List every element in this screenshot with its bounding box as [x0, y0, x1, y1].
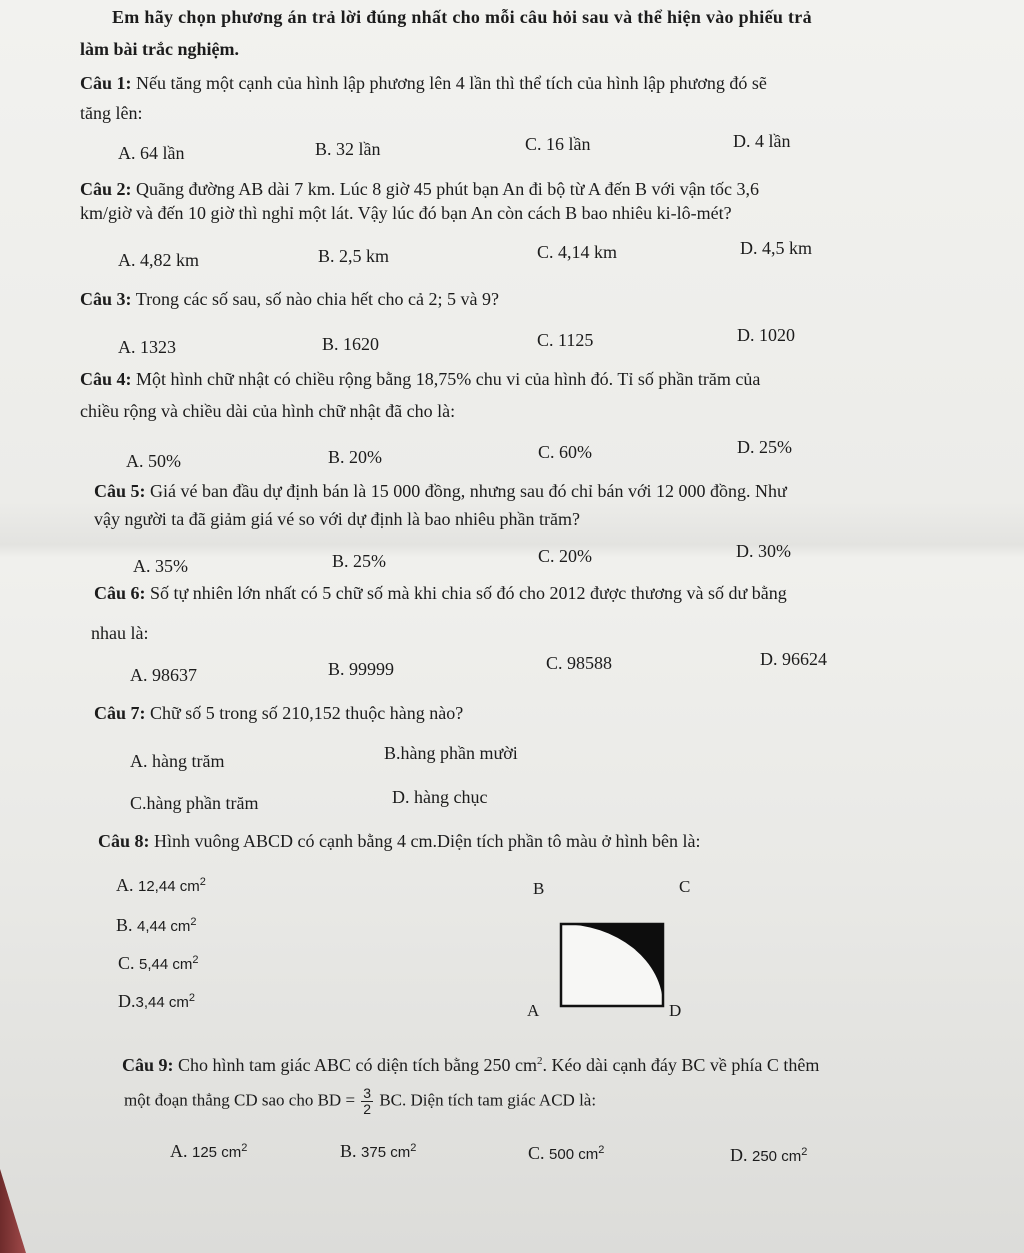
fraction — [361, 1086, 373, 1117]
square-figure — [525, 870, 705, 1030]
question-text: Giá vé ban đầu dự định bán là 15 000 đồng, nhưng sau đó chỉ bán với 12 000 đồng. Như — [150, 481, 787, 501]
option-value: 250 — [752, 1148, 778, 1165]
option-value: 4,44 — [137, 918, 167, 935]
option-unit: cm — [578, 1146, 599, 1163]
q7-option-b[interactable]: B.hàng phần mười — [384, 743, 518, 763]
question-9-line-2 — [124, 1086, 596, 1117]
q1-option-a[interactable]: A. 64 lần — [118, 143, 185, 163]
question-1-line-2: tăng lên: — [80, 103, 143, 123]
option-value: 125 — [192, 1144, 218, 1161]
question-label: Câu 4: — [80, 369, 132, 389]
option-letter: A. — [116, 875, 134, 895]
unit-exponent: 2 — [241, 1142, 248, 1154]
option-unit: cm — [221, 1144, 242, 1161]
option-letter: A. — [170, 1141, 188, 1161]
question-text: một đoạn thẳng CD sao cho BD = — [124, 1090, 356, 1110]
question-9 — [122, 1052, 819, 1078]
q1-option-c[interactable]: C. 16 lần — [525, 134, 591, 154]
unit-exponent: 2 — [410, 1142, 417, 1154]
q6-option-a[interactable]: A. 98637 — [130, 665, 197, 685]
fraction-numerator: 3 — [363, 1085, 372, 1101]
q3-option-a[interactable]: A. 1323 — [118, 337, 176, 357]
question-text: Cho hình tam giác ABC có diện tích bằng 250 cm — [178, 1055, 537, 1075]
q3-option-d[interactable]: D. 1020 — [737, 325, 795, 345]
background-corner — [0, 1133, 26, 1253]
option-letter: D. — [118, 991, 136, 1011]
q2-option-c[interactable]: C. 4,14 km — [537, 242, 618, 262]
unit-exponent: 2 — [801, 1146, 808, 1158]
q4-option-a[interactable]: A. 50% — [126, 451, 181, 471]
q5-option-d[interactable]: D. 30% — [736, 541, 791, 561]
option-value: 500 — [549, 1146, 575, 1163]
q6-option-d[interactable]: D. 96624 — [760, 649, 827, 669]
label-d: D — [669, 1001, 682, 1020]
q8-option-a[interactable] — [116, 874, 206, 898]
question-text: Hình vuông ABCD có cạnh bằng 4 cm.Diện tích phần tô màu ở hình bên là: — [154, 831, 701, 851]
question-label: Câu 3: — [80, 289, 132, 309]
q9-option-b[interactable] — [340, 1140, 416, 1164]
q2-option-d[interactable]: D. 4,5 km — [740, 238, 812, 258]
q6-option-b[interactable]: B. 99999 — [328, 659, 395, 679]
unit-exponent: 2 — [188, 992, 195, 1004]
q2-option-b[interactable]: B. 2,5 km — [318, 246, 390, 266]
question-text: Một hình chữ nhật có chiều rộng bằng 18,75% chu vi của hình đó. Tỉ số phần trăm của — [136, 369, 761, 389]
question-4-line-2: chiều rộng và chiều dài của hình chữ nhật đã cho là: — [80, 401, 456, 421]
q1-option-d[interactable]: D. 4 lần — [733, 131, 791, 151]
question-text: Quãng đường AB dài 7 km. Lúc 8 giờ 45 phút bạn An đi bộ từ A đến B với vận tốc 3,6 — [136, 179, 760, 199]
question-text-cont: . Kéo dài cạnh đáy BC về phía C thêm — [542, 1055, 820, 1075]
question-1 — [80, 70, 767, 96]
q7-option-c[interactable]: C.hàng phần trăm — [130, 793, 259, 813]
question-text: Trong các số sau, số nào chia hết cho cả 2; 5 và 9? — [135, 289, 499, 309]
option-value: 3,44 — [135, 994, 165, 1011]
question-label: Câu 8: — [98, 831, 150, 851]
unit-exponent: 2 — [199, 876, 206, 888]
q2-option-a[interactable]: A. 4,82 km — [118, 250, 199, 270]
label-c: C — [679, 877, 691, 896]
q5-option-b[interactable]: B. 25% — [332, 551, 386, 571]
question-label: Câu 2: — [80, 179, 132, 199]
q8-option-b[interactable] — [116, 914, 197, 938]
unit-exponent: 2 — [536, 1055, 543, 1067]
question-6 — [94, 580, 787, 606]
label-b: B — [533, 879, 545, 898]
q5-option-a[interactable]: A. 35% — [133, 556, 188, 576]
option-unit: cm — [390, 1144, 411, 1161]
q4-option-d[interactable]: D. 25% — [737, 437, 792, 457]
option-value: 12,44 — [138, 878, 176, 895]
q4-option-b[interactable]: B. 20% — [328, 447, 382, 467]
option-letter: B. — [116, 915, 133, 935]
q6-option-c[interactable]: C. 98588 — [546, 653, 613, 673]
option-unit: cm — [781, 1148, 802, 1165]
unit-exponent: 2 — [192, 954, 199, 966]
label-a: A — [527, 1001, 540, 1020]
question-4 — [80, 366, 760, 392]
option-unit: cm — [170, 918, 191, 935]
q1-option-b[interactable]: B. 32 lần — [315, 139, 381, 159]
question-2-line-2: km/giờ và đến 10 giờ thì nghỉ một lát. Vậy lúc đó bạn An còn cách B bao nhiêu ki-lô-mét? — [80, 203, 732, 223]
fraction-denominator: 2 — [363, 1101, 372, 1117]
q9-option-c[interactable] — [528, 1142, 604, 1166]
q7-option-a[interactable]: A. hàng trăm — [130, 751, 225, 771]
unit-exponent: 2 — [598, 1144, 605, 1156]
unit-exponent: 2 — [190, 916, 197, 928]
q9-option-a[interactable] — [170, 1140, 247, 1164]
question-7 — [94, 700, 463, 726]
question-text: Chữ số 5 trong số 210,152 thuộc hàng nào? — [150, 703, 464, 723]
question-5 — [94, 478, 787, 504]
question-label: Câu 5: — [94, 481, 146, 501]
question-6-line-2: nhau là: — [91, 623, 149, 643]
q3-option-c[interactable]: C. 1125 — [537, 330, 594, 350]
question-text-cont: BC. Diện tích tam giác ACD là: — [379, 1090, 597, 1110]
option-value: 5,44 — [139, 956, 169, 973]
question-3 — [80, 286, 499, 312]
question-2 — [80, 176, 759, 202]
q3-option-b[interactable]: B. 1620 — [322, 334, 380, 354]
question-text: Nếu tăng một cạnh của hình lập phương lên 4 lần thì thể tích của hình lập phương đó sẽ — [136, 73, 767, 93]
option-letter: C. — [118, 953, 135, 973]
q8-option-d[interactable] — [118, 990, 195, 1014]
option-letter: D. — [730, 1145, 748, 1165]
question-label: Câu 1: — [80, 73, 132, 93]
q4-option-c[interactable]: C. 60% — [538, 442, 592, 462]
instruction-line-1: Em hãy chọn phương án trả lời đúng nhất cho mỗi câu hỏi sau và thể hiện vào phiếu trả — [112, 7, 812, 27]
q5-option-c[interactable]: C. 20% — [538, 546, 592, 566]
option-unit: cm — [179, 878, 200, 895]
option-letter: C. — [528, 1143, 545, 1163]
instruction-line-2: làm bài trắc nghiệm. — [80, 39, 239, 59]
option-unit: cm — [168, 994, 189, 1011]
question-label: Câu 6: — [94, 583, 146, 603]
question-8 — [98, 828, 700, 854]
q7-option-d[interactable]: D. hàng chục — [392, 787, 488, 807]
q8-option-c[interactable] — [118, 952, 199, 976]
option-unit: cm — [172, 956, 193, 973]
question-text: Số tự nhiên lớn nhất có 5 chữ số mà khi chia số đó cho 2012 được thương và số dư bằng — [150, 583, 787, 603]
question-label: Câu 7: — [94, 703, 146, 723]
question-5-line-2: vậy người ta đã giảm giá vé so với dự định là bao nhiêu phần trăm? — [94, 509, 580, 529]
q9-option-d[interactable] — [730, 1144, 807, 1168]
question-label: Câu 9: — [122, 1055, 174, 1075]
option-letter: B. — [340, 1141, 357, 1161]
option-value: 375 — [361, 1144, 387, 1161]
